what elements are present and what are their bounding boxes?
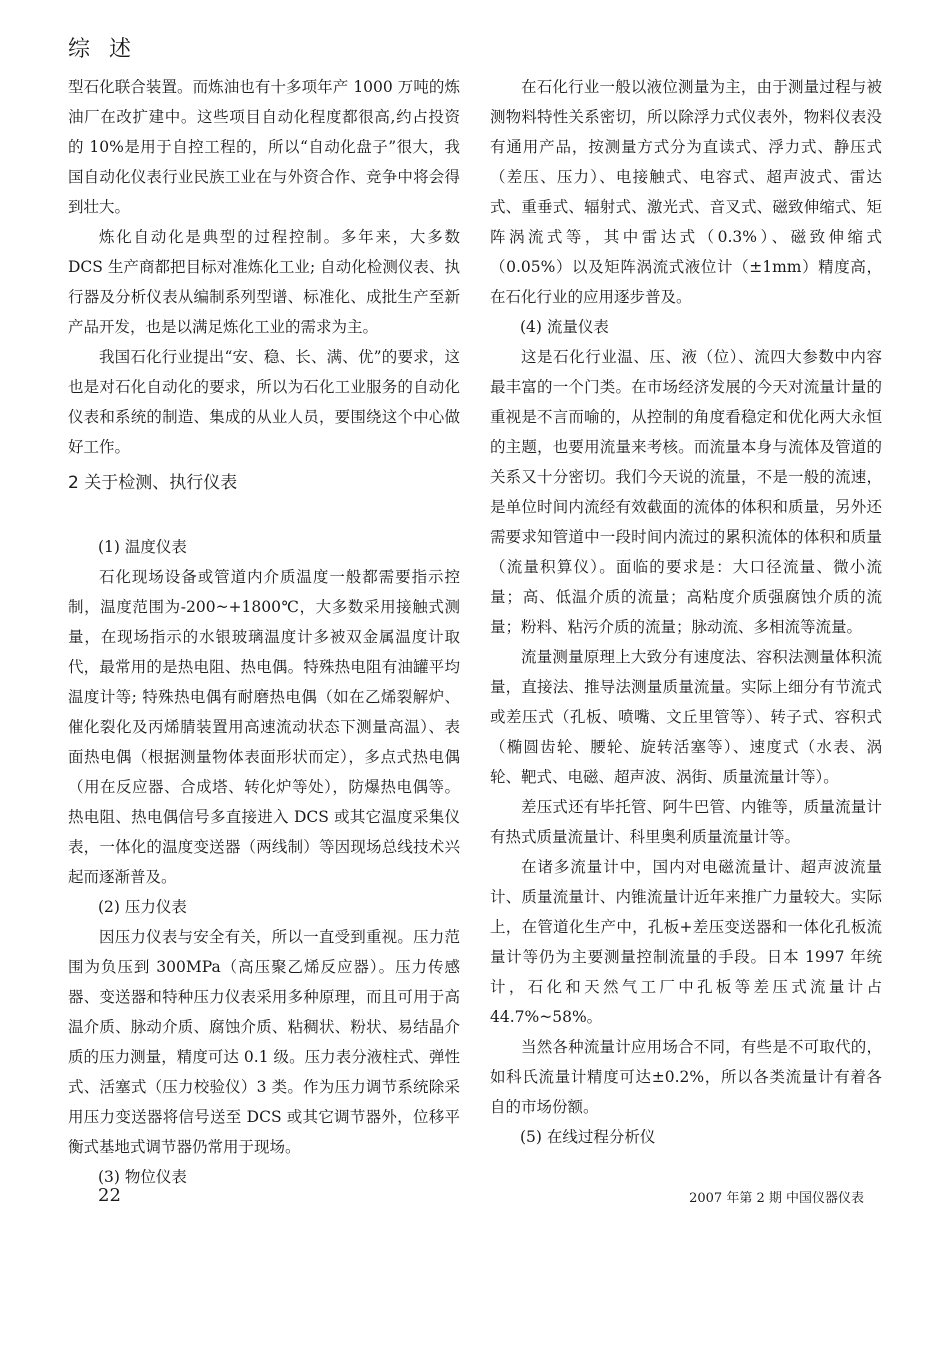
- left-column: [68, 72, 460, 1192]
- subsection-heading: (1) 温度仪表: [98, 538, 187, 556]
- journal-footer: 2007 年第 2 期 中国仪器仪表: [689, 1191, 864, 1206]
- subsection-heading: (3) 物位仪表: [98, 1168, 187, 1186]
- paragraph: 因压力仪表与安全有关，所以一直受到重视。压力范围为负压到 300MPa（高压聚乙烯反应器）。压力传感器、变送器和特种压力仪表采用多种原理，而且可用于高温介质、脉动介质、腐蚀介质、粘稠状、粉状、易结晶介质的压力测量，精度可达 0.1 级。压力表分液柱式、弹性式、活塞式（压力校验仪）3 类。作为压力调节系统除采用压力变送器将信号送至 DCS 或其它调节器外，位移平衡式基地式调节器仍常用于现场。: [68, 928, 460, 1156]
- subsection-heading: (5) 在线过程分析仪: [520, 1128, 656, 1146]
- section-header: 综 述: [68, 37, 137, 62]
- paragraph: 当然各种流量计应用场合不同，有些是不可取代的，如科氏流量计精度可达±0.2%，所以各类流量计有着各自的市场份额。: [490, 1038, 882, 1116]
- subsection-heading: (2) 压力仪表: [98, 898, 187, 916]
- paragraph: 石化现场设备或管道内介质温度一般都需要指示控制，温度范围为-200~+1800℃，大多数采用接触式测量，在现场指示的水银玻璃温度计多被双金属温度计取代，最常用的是热电阻、热电偶。特殊热电阻有油罐平均温度计等; 特殊热电偶有耐磨热电偶（如在乙烯裂解炉、催化裂化及丙烯腈装置用高速流动状态下测量高温）、表面热电偶（根据测量物体表面形状而定），多点式热电偶 （用在反应器、合成塔、转化炉等处），防爆热电偶等。热电阻、热电偶信号多直接进入 DCS 或其它温度采集仪表，一体化的温度变送器（两线制）等因现场总线技术兴起而逐渐普及。: [68, 568, 460, 886]
- right-column: [490, 72, 882, 1152]
- page-number: 22: [98, 1185, 121, 1206]
- paragraph: 我国石化行业提出“安、稳、长、满、优”的要求，这也是对石化自动化的要求，所以为石化工业服务的自动化仪表和系统的制造、集成的从业人员，要围绕这个中心做好工作。: [68, 348, 460, 456]
- paragraph: 这是石化行业温、压、液（位）、流四大参数中内容最丰富的一个门类。在市场经济发展的今天对流量计量的重视是不言而喻的，从控制的角度看稳定和优化两大永恒的主题，也要用流量来考核。而流量本身与流体及管道的关系又十分密切。我们今天说的流量，不是一般的流速，是单位时间内流经有效截面的流体的体积和质量，另外还需要求知管道中一段时间内流过的累积流体的体积和质量（流量积算仪）。面临的要求是：大口径流量、微小流量；高、低温介质的流量；高粘度介质强腐蚀介质的流量；粉料、粘污介质的流量；脉动流、多相流等流量。: [490, 348, 882, 636]
- section-heading: 2 关于检测、执行仪表: [68, 473, 238, 493]
- paragraph: 在石化行业一般以液位测量为主，由于测量过程与被测物料特性关系密切，所以除浮力式仪表外，物料仪表没有通用产品，按测量方式分为直读式、浮力式、静压式（差压、压力）、电接触式、电容式、超声波式、雷达式、重垂式、辐射式、激光式、音叉式、磁致伸缩式、矩阵涡流式等，其中雷达式（0.3%）、磁致伸缩式（0.05%）以及矩阵涡流式液位计（±1mm）精度高，在石化行业的应用逐步普及。: [490, 78, 882, 306]
- paragraph: 流量测量原理上大致分有速度法、容积法测量体积流量，直接法、推导法测量质量流量。实际上细分有节流式或差压式（孔板、喷嘴、文丘里管等）、转子式、容积式（椭圆齿轮、腰轮、旋转活塞等）、速度式（水表、涡轮、靶式、电磁、超声波、涡街、质量流量计等）。: [490, 648, 882, 786]
- paragraph: 差压式还有毕托管、阿牛巴管、内锥等，质量流量计有热式质量流量计、科里奥利质量流量计等。: [490, 798, 882, 846]
- paragraph: 型石化联合装置。而炼油也有十多项年产 1000 万吨的炼油厂在改扩建中。这些项目自动化程度都很高,约占投资的 10%是用于自控工程的，所以“自动化盘子”很大，我国自动化仪表行业民族工业在与外资合作、竞争中将会得到壮大。: [68, 78, 460, 216]
- paragraph: 在诸多流量计中，国内对电磁流量计、超声波流量计、质量流量计、内锥流量计近年来推广力量较大。实际上，在管道化生产中，孔板+差压变送器和一体化孔板流量计等仍为主要测量控制流量的手段。日本 1997 年统计，石化和天然气工厂中孔板等差压式流量计占 44.7%~58%。: [490, 858, 882, 1026]
- paragraph: 炼化自动化是典型的过程控制。多年来，大多数 DCS 生产商都把目标对准炼化工业; 自动化检测仪表、执行器及分析仪表从编制系列型谱、标准化、成批生产至新产品开发，也是以满足炼化工业的需求为主。: [68, 228, 460, 336]
- subsection-heading: (4) 流量仪表: [520, 318, 609, 336]
